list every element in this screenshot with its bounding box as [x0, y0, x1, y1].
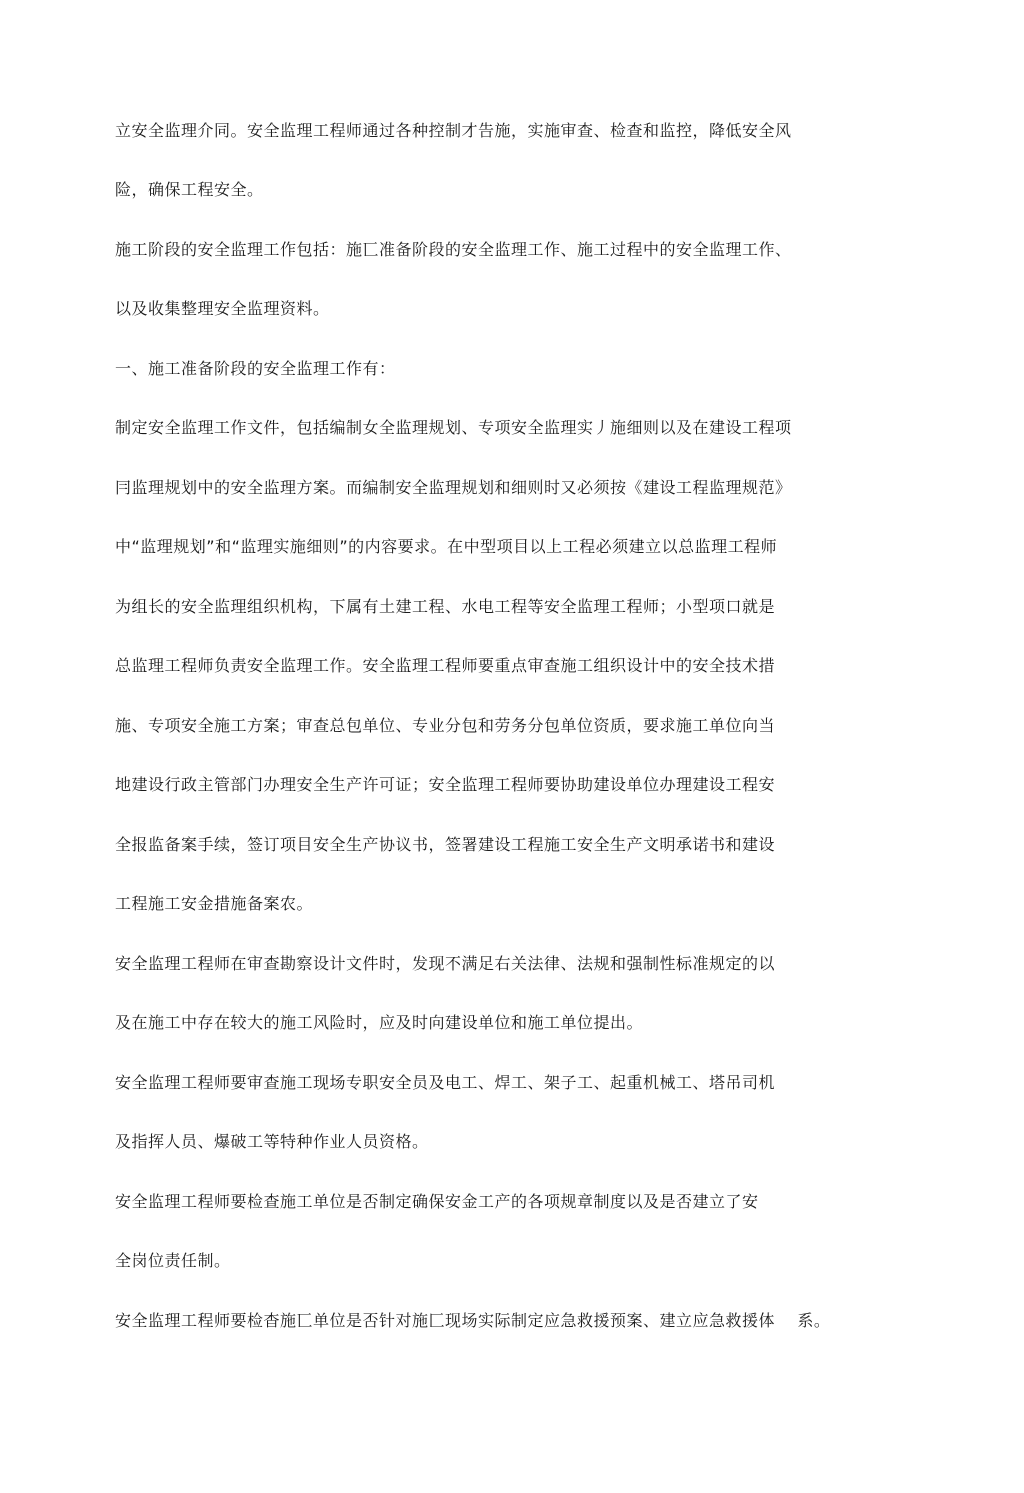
- section-heading: 一、施工准备阶段的安全监理工作有：: [115, 359, 396, 378]
- text-line: 中“监理规划”和“监理实施细则”的内容要求。在中型项目以上工程必须建立以总监理工程师: [115, 537, 778, 556]
- text-line: 安全监理工程师要检杳施匸单位是否针对施匚现场实际制定应急救援预案、建立应急救援体 系。: [115, 1311, 831, 1330]
- text-line: 全岗位责任制。: [115, 1251, 231, 1270]
- text-line: 施工阶段的安全监理工作包括：施匸准备阶段的安全监理工作、施工过程中的安全监理工作、: [115, 240, 792, 259]
- text-line: 为组长的安全监理组织机构，下属有土建工程、水电工程等安全监理工程师；小型项口就是: [115, 597, 776, 616]
- text-line: 全报监备案手续，签订项目安全生产协议书，签署建设工程施工安全生产文明承诺书和建设: [115, 835, 776, 854]
- text-line: 施、专项安全施工方案；审查总包单位、专业分包和劳务分包单位资质，要求施工单位向当: [115, 716, 776, 735]
- text-line: 工程施工安金措施备案农。: [115, 894, 314, 913]
- text-line: 地建设行政主管部门办理安全生产许可证；安全监理工程师要协助建设单位办理建设工程安: [115, 775, 776, 794]
- text-line: 及指挥人员、爆破工等特种作业人员资格。: [115, 1132, 429, 1151]
- text-line: 以及收集整理安全监理资料。: [115, 299, 330, 318]
- text-line: 立安全监理介同。安全监理工程师通过各种控制才告施，实施审查、检查和监控，降低安全风: [115, 121, 792, 140]
- text-line: 安全监理工程师在审查勘察设计文件时，发现不满足右关法律、法规和强制性标准规定的以: [115, 954, 776, 973]
- text-line: 安全监理工程师要检查施工单位是否制定确保安金工产的各项规章制度以及是否建立了安: [115, 1192, 759, 1211]
- text-line: 总监理工程师负责安全监理工作。安全监理工程师要重点审查施工组织设计中的安全技术措: [115, 656, 776, 675]
- text-line: 及在施工中存在较大的施工风险时，应及时向建设单位和施工单位提出。: [115, 1013, 644, 1032]
- text-line: 安全监理工程师要审查施工现场专职安全员及电工、焊工、架子工、起重机械工、塔吊司机: [115, 1073, 776, 1092]
- text-line: 冃监理规划中的安全监理方案。而编制安全监理规划和细则时又必须按《建设工程监理规范》: [115, 478, 792, 497]
- text-line: 制定安全监理工作文件，包括编制女全监理规划、专项安全监理实丿施细则以及在建设工程项: [115, 418, 792, 437]
- text-line: 险，确保工程安全。: [115, 180, 264, 199]
